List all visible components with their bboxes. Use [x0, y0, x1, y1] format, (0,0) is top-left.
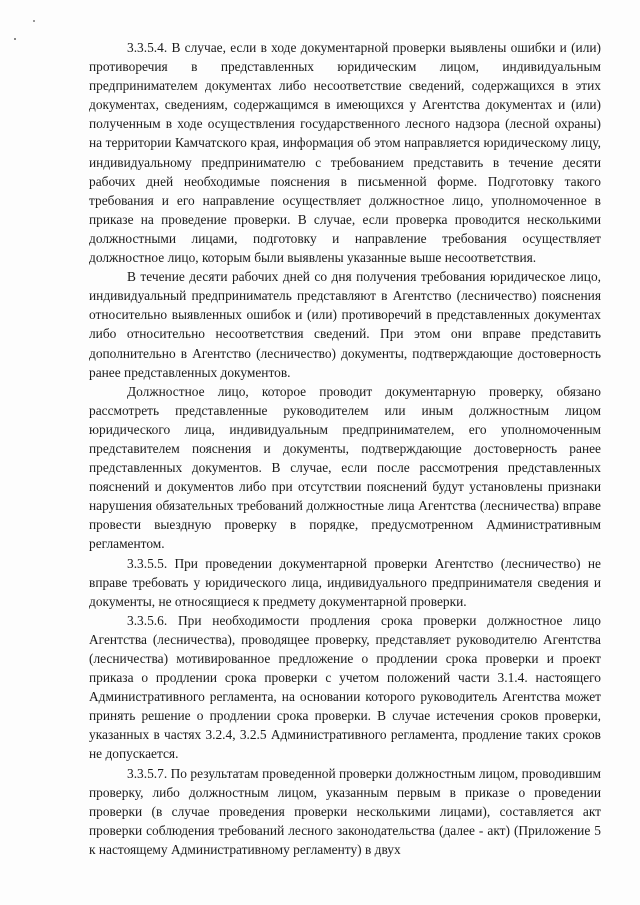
- paragraph-3-3-5-6: 3.3.5.6. При необходимости продления срока проверки должностное лицо Агентства (лесничества), проводящее проверку, представляет руководителю Агентства (лесничества) мотивированное предложение о продлении срока проверки и проект приказа о продлении срока проверки с учетом положений части 3.1.4. настоящего Административного регламента, на основании которого руководитель Агентства может принять решение о продлении срока проверки. В случае истечения сроков проверки, указанных в частях 3.2.4, 3.2.5 Административного регламента, продление таких сроков не допускается.: [89, 612, 601, 762]
- paragraph-official-review: Должностное лицо, которое проводит документарную проверку, обязано рассмотреть представленные руководителем или иным должностным лицом юридического лица, индивидуальным предпринимателем, его уполномоченным представителем пояснения и документы, подтверждающие достоверность ранее представленных документов. В случае, если после рассмотрения представленных пояснений и документов либо при отсутствии пояснений будут установлены признаки нарушения обязательных требований должностные лица Агентства (лесничества) вправе провести выездную проверку в порядке, предусмотренном Административным регламентом.: [89, 383, 601, 552]
- paragraph-3-3-5-7: 3.3.5.7. По результатам проведенной проверки должностным лицом, проводившим проверку, либо должностным лицом, указанным первым в приказе о проведении проверки (в случае проведения проверки несколькими лицами), составляется акт проверки соблюдения требований лесного законодательства (далее - акт) (Приложение 5 к настоящему Административному регламенту) в двух: [89, 765, 601, 857]
- scan-speck: [33, 20, 35, 22]
- paragraph-3-3-5-5: 3.3.5.5. При проведении документарной проверки Агентство (лесничество) не вправе требовать у юридического лица, индивидуального предпринимателя сведения и документы, не относящиеся к предмету документарной проверки.: [89, 555, 601, 609]
- paragraph-response-period: В течение десяти рабочих дней со дня получения требования юридическое лицо, индивидуальный предприниматель представляют в Агентство (лесничество) пояснения относительно выявленных ошибок и (или) противоречий в представленных документах либо относительно несоответствия сведений. При этом они вправе представить дополнительно в Агентство (лесничество) документы, подтверждающие достоверность ранее представленных документов.: [89, 269, 601, 380]
- paragraph-3-3-5-4: 3.3.5.4. В случае, если в ходе документарной проверки выявлены ошибки и (или) противоречия в представленных юридическим лицом, индивидуальным предпринимателем документах либо несоответствие сведений, содержащихся в этих документах, сведениям, содержащимся в имеющихся у Агентства документах и (или) полученным в ходе осуществления государственного лесного надзора (лесной охраны) на территории Камчатского края, информация об этом направляется юридическому лицу, индивидуальному предпринимателю с требованием представить в течение десяти рабочих дней необходимые пояснения в письменной форме. Подготовку такого требования и его направление осуществляет должностное лицо, уполномоченное в приказе на проведение проверки. В случае, если проверка проводится несколькими должностными лицами, подготовку и направление требования осуществляет должностное лицо, которым были выявлены указанные выше несоответствия.: [89, 40, 601, 266]
- scan-speck: [14, 38, 16, 40]
- document-body: [89, 38, 601, 859]
